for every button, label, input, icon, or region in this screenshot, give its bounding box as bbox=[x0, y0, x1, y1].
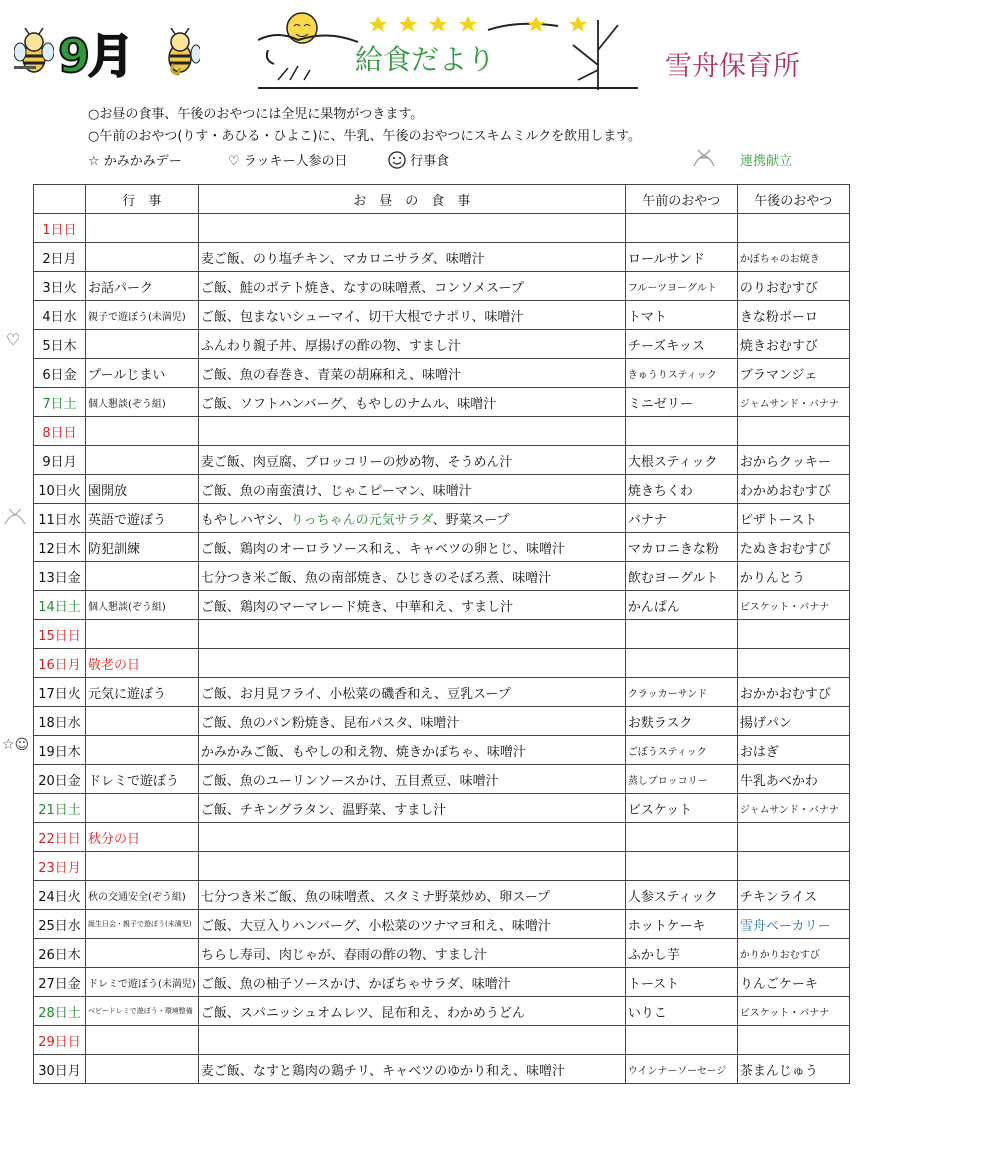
header-event: 行 事 bbox=[86, 185, 199, 214]
pm-snack-cell: 牛乳あべかわ bbox=[737, 765, 849, 794]
table-row bbox=[34, 852, 850, 881]
table-row bbox=[34, 272, 850, 301]
am-snack-cell bbox=[625, 214, 737, 243]
table-row bbox=[34, 649, 850, 678]
event-cell: プールじまい bbox=[86, 359, 199, 388]
lunch-cell: ご飯、ソフトハンバーグ、もやしのナムル、味噌汁 bbox=[198, 388, 625, 417]
date-cell: 7日土 bbox=[34, 388, 86, 417]
pm-snack-cell: チキンライス bbox=[737, 881, 849, 910]
event-cell bbox=[86, 1055, 199, 1084]
am-snack-cell: バナナ bbox=[625, 504, 737, 533]
event-cell: 秋の交通安全(ぞう組) bbox=[86, 881, 199, 910]
am-snack-cell bbox=[625, 417, 737, 446]
month-title: 9月 bbox=[58, 29, 133, 83]
event-cell: 親子で遊ぼう(未満児) bbox=[86, 301, 199, 330]
lunch-cell: かみかみご飯、もやしの和え物、焼きかぼちゃ、味噌汁 bbox=[198, 736, 625, 765]
pm-snack-cell: きな粉ボーロ bbox=[737, 301, 849, 330]
table-row bbox=[34, 243, 850, 272]
date-cell: 6日金 bbox=[34, 359, 86, 388]
pm-snack-cell: わかめおむすび bbox=[737, 475, 849, 504]
lunch-cell: ご飯、お月見フライ、小松菜の磯香和え、豆乳スープ bbox=[198, 678, 625, 707]
date-cell: 30日月 bbox=[34, 1055, 86, 1084]
event-cell: ドレミで遊ぼう(未満児) bbox=[86, 968, 199, 997]
pm-snack-cell: おからクッキー bbox=[737, 446, 849, 475]
table-row bbox=[34, 881, 850, 910]
table-header-row bbox=[34, 185, 850, 214]
facility-name: 雪舟保育所 bbox=[665, 51, 800, 82]
lunch-text-tail: 、野菜スープ bbox=[432, 512, 510, 528]
table-row bbox=[34, 388, 850, 417]
event-cell: ベビードレミで遊ぼう・環境整備 bbox=[86, 997, 199, 1026]
table-row bbox=[34, 736, 850, 765]
am-snack-cell bbox=[625, 649, 737, 678]
event-cell bbox=[86, 446, 199, 475]
header-date bbox=[34, 185, 86, 214]
date-cell: 21日土 bbox=[34, 794, 86, 823]
pm-snack-cell: ピザトースト bbox=[737, 504, 849, 533]
date-cell: 2日月 bbox=[34, 243, 86, 272]
date-cell: 28日土 bbox=[34, 997, 86, 1026]
table-row bbox=[34, 678, 850, 707]
am-snack-cell: ミニゼリー bbox=[625, 388, 737, 417]
table-row bbox=[34, 301, 850, 330]
table-row bbox=[34, 910, 850, 939]
lunch-cell: ご飯、チキングラタン、温野菜、すまし汁 bbox=[198, 794, 625, 823]
date-cell: 15日日 bbox=[34, 620, 86, 649]
pm-snack-cell: おはぎ bbox=[737, 736, 849, 765]
event-cell bbox=[86, 852, 199, 881]
pm-snack-cell: ビスケット・バナナ bbox=[737, 997, 849, 1026]
smile-icon bbox=[388, 151, 406, 169]
header bbox=[0, 0, 1000, 100]
am-snack-cell: ロールサンド bbox=[625, 243, 737, 272]
collab-dish: りっちゃんの元気サラダ bbox=[290, 512, 433, 528]
pm-snack-cell: たぬきおむすび bbox=[737, 533, 849, 562]
lunch-cell bbox=[198, 417, 625, 446]
table-row bbox=[34, 591, 850, 620]
pm-snack-cell bbox=[737, 1026, 849, 1055]
pm-snack-cell: 茶まんじゅう bbox=[737, 1055, 849, 1084]
date-cell: 1日日 bbox=[34, 214, 86, 243]
header-am-snack: 午前のおやつ bbox=[625, 185, 737, 214]
lunch-cell: 七分つき米ご飯、魚の南部焼き、ひじきのそぼろ煮、味噌汁 bbox=[198, 562, 625, 591]
lunch-cell bbox=[198, 1026, 625, 1055]
pm-snack-cell: のりおむすび bbox=[737, 272, 849, 301]
pm-snack-cell: 焼きおむすび bbox=[737, 330, 849, 359]
header-lunch: お 昼 の 食 事 bbox=[198, 185, 625, 214]
pm-snack-cell: ブラマンジェ bbox=[737, 359, 849, 388]
am-snack-cell: ビスケット bbox=[625, 794, 737, 823]
bee-saxophone-icon bbox=[160, 28, 200, 78]
lunch-cell bbox=[198, 620, 625, 649]
date-cell: 20日金 bbox=[34, 765, 86, 794]
table-row bbox=[34, 359, 850, 388]
lunch-cell bbox=[198, 504, 625, 533]
event-cell bbox=[86, 1026, 199, 1055]
am-snack-cell bbox=[625, 852, 737, 881]
event-cell: ドレミで遊ぼう bbox=[86, 765, 199, 794]
am-snack-cell bbox=[625, 620, 737, 649]
lunch-cell: 麦ご飯、なすと鶏肉の鶏チリ、キャベツのゆかり和え、味噌汁 bbox=[198, 1055, 625, 1084]
header-pm-snack: 午後のおやつ bbox=[737, 185, 849, 214]
date-cell: 9日月 bbox=[34, 446, 86, 475]
event-cell: お話パーク bbox=[86, 272, 199, 301]
am-snack-cell bbox=[625, 823, 737, 852]
pm-snack-cell bbox=[737, 852, 849, 881]
lunch-cell: 麦ご飯、肉豆腐、ブロッコリーの炒め物、そうめん汁 bbox=[198, 446, 625, 475]
event-cell bbox=[86, 214, 199, 243]
pm-snack-cell: りんごケーキ bbox=[737, 968, 849, 997]
am-snack-cell: 人参スティック bbox=[625, 881, 737, 910]
am-snack-cell: 蒸しブロッコリー bbox=[625, 765, 737, 794]
pm-snack-cell bbox=[737, 214, 849, 243]
date-cell: 5日木 bbox=[34, 330, 86, 359]
date-cell: 8日日 bbox=[34, 417, 86, 446]
legend-event bbox=[388, 150, 449, 169]
date-cell: 19日木 bbox=[34, 736, 86, 765]
date-cell: 12日木 bbox=[34, 533, 86, 562]
am-snack-cell: マカロニきな粉 bbox=[625, 533, 737, 562]
date-cell: 13日金 bbox=[34, 562, 86, 591]
lunch-cell: 麦ご飯、のり塩チキン、マカロニサラダ、味噌汁 bbox=[198, 243, 625, 272]
pm-snack-cell bbox=[737, 417, 849, 446]
lunch-cell bbox=[198, 823, 625, 852]
table-row bbox=[34, 562, 850, 591]
lunch-cell bbox=[198, 649, 625, 678]
date-cell: 3日火 bbox=[34, 272, 86, 301]
legend-kamikami: ☆ かみかみデー bbox=[88, 154, 182, 169]
am-snack-cell: クラッカーサンド bbox=[625, 678, 737, 707]
lunch-cell: ふんわり親子丼、厚揚げの酢の物、すまし汁 bbox=[198, 330, 625, 359]
table-row bbox=[34, 504, 850, 533]
lunch-text: もやしハヤシ、 bbox=[200, 512, 291, 528]
event-cell: 秋分の日 bbox=[86, 823, 199, 852]
event-cell: 個人懇談(ぞう組) bbox=[86, 591, 199, 620]
date-cell: 16日月 bbox=[34, 649, 86, 678]
pm-snack-cell bbox=[737, 620, 849, 649]
date-cell: 18日水 bbox=[34, 707, 86, 736]
am-snack-cell: 大根スティック bbox=[625, 446, 737, 475]
date-cell: 4日水 bbox=[34, 301, 86, 330]
note-milk: ○午前のおやつ(りす・あひる・ひよこ)に、牛乳、午後のおやつにスキムミルクを飲用します。 bbox=[88, 129, 642, 144]
am-snack-cell: いりこ bbox=[625, 997, 737, 1026]
table-row bbox=[34, 968, 850, 997]
table-row bbox=[34, 214, 850, 243]
event-cell bbox=[86, 736, 199, 765]
event-cell: 英語で遊ぼう bbox=[86, 504, 199, 533]
table-row bbox=[34, 330, 850, 359]
table-row bbox=[34, 823, 850, 852]
event-cell bbox=[86, 707, 199, 736]
lunch-cell: ご飯、鶏肉のマーマレード焼き、中華和え、すまし汁 bbox=[198, 591, 625, 620]
date-cell: 10日火 bbox=[34, 475, 86, 504]
lunch-cell: ご飯、魚の柚子ソースかけ、かぼちゃサラダ、味噌汁 bbox=[198, 968, 625, 997]
table-row bbox=[34, 939, 850, 968]
event-cell: 個人懇談(ぞう組) bbox=[86, 388, 199, 417]
am-snack-cell: お麩ラスク bbox=[625, 707, 737, 736]
date-cell: 27日金 bbox=[34, 968, 86, 997]
pm-snack-cell: 雪舟ベーカリー bbox=[737, 910, 849, 939]
table-row bbox=[34, 794, 850, 823]
legend-lucky: ♡ ラッキー人参の日 bbox=[228, 154, 348, 169]
legend-event-label: 行事食 bbox=[410, 154, 450, 169]
am-snack-cell: トマト bbox=[625, 301, 737, 330]
date-cell: 29日日 bbox=[34, 1026, 86, 1055]
pm-snack-cell: かぼちゃのお焼き bbox=[737, 243, 849, 272]
pm-snack-cell: かりんとう bbox=[737, 562, 849, 591]
date-cell: 11日水 bbox=[34, 504, 86, 533]
menu-table bbox=[33, 184, 850, 1084]
table-row bbox=[34, 620, 850, 649]
star-smile-icon: ☆☺ bbox=[2, 737, 30, 753]
bee-flute-icon bbox=[14, 28, 54, 78]
newsletter-title: 給食だより bbox=[355, 43, 496, 76]
event-cell bbox=[86, 243, 199, 272]
table-row bbox=[34, 997, 850, 1026]
table-row bbox=[34, 1055, 850, 1084]
pm-snack-cell: ビスケット・バナナ bbox=[737, 591, 849, 620]
lunch-cell: ご飯、鮭のポテト焼き、なすの味噌煮、コンソメスープ bbox=[198, 272, 625, 301]
event-cell: 元気に遊ぼう bbox=[86, 678, 199, 707]
lunch-cell: 七分つき米ご飯、魚の味噌煮、スタミナ野菜炒め、卵スープ bbox=[198, 881, 625, 910]
table-row bbox=[34, 475, 850, 504]
date-cell: 25日水 bbox=[34, 910, 86, 939]
am-snack-cell: ホットケーキ bbox=[625, 910, 737, 939]
pm-snack-cell: ジャムサンド・バナナ bbox=[737, 388, 849, 417]
lunch-cell: ご飯、魚のパン粉焼き、昆布パスタ、味噌汁 bbox=[198, 707, 625, 736]
am-snack-cell: ふかし芋 bbox=[625, 939, 737, 968]
legend bbox=[88, 150, 808, 172]
table-body bbox=[34, 214, 850, 1084]
date-cell: 22日日 bbox=[34, 823, 86, 852]
date-cell: 26日木 bbox=[34, 939, 86, 968]
pm-snack-cell bbox=[737, 823, 849, 852]
pm-snack-cell: 揚げパン bbox=[737, 707, 849, 736]
heart-icon: ♡ bbox=[6, 330, 21, 349]
date-cell: 24日火 bbox=[34, 881, 86, 910]
event-cell bbox=[86, 330, 199, 359]
am-snack-cell: かんぱん bbox=[625, 591, 737, 620]
event-cell: 防犯訓練 bbox=[86, 533, 199, 562]
table-row bbox=[34, 765, 850, 794]
legend-collab: 連携献立 bbox=[740, 154, 793, 169]
lunch-cell bbox=[198, 852, 625, 881]
lunch-cell: ご飯、魚の春巻き、青菜の胡麻和え、味噌汁 bbox=[198, 359, 625, 388]
event-cell bbox=[86, 794, 199, 823]
event-cell bbox=[86, 417, 199, 446]
event-cell bbox=[86, 620, 199, 649]
am-snack-cell: トースト bbox=[625, 968, 737, 997]
table-row bbox=[34, 417, 850, 446]
am-snack-cell: チーズキッス bbox=[625, 330, 737, 359]
am-snack-cell: きゅうりスティック bbox=[625, 359, 737, 388]
table-row bbox=[34, 707, 850, 736]
lunch-cell: ご飯、鶏肉のオーロラソース和え、キャベツの卵とじ、味噌汁 bbox=[198, 533, 625, 562]
table-row bbox=[34, 446, 850, 475]
am-snack-cell: フルーツヨーグルト bbox=[625, 272, 737, 301]
lunch-cell: ご飯、包まないシューマイ、切干大根でナポリ、味噌汁 bbox=[198, 301, 625, 330]
event-cell bbox=[86, 939, 199, 968]
lunch-cell: ご飯、魚の南蛮漬け、じゃこピーマン、味噌汁 bbox=[198, 475, 625, 504]
lunch-cell: ご飯、大豆入りハンバーグ、小松菜のツナマヨ和え、味噌汁 bbox=[198, 910, 625, 939]
am-snack-cell: 焼きちくわ bbox=[625, 475, 737, 504]
event-cell bbox=[86, 562, 199, 591]
pm-snack-cell: ジャムサンド・バナナ bbox=[737, 794, 849, 823]
event-cell: 誕生日会・親子で遊ぼう(未満児) bbox=[86, 910, 199, 939]
pm-snack-cell: おかかおむすび bbox=[737, 678, 849, 707]
lunch-cell bbox=[198, 214, 625, 243]
date-cell: 23日月 bbox=[34, 852, 86, 881]
table-row bbox=[34, 533, 850, 562]
notes bbox=[88, 104, 641, 148]
am-snack-cell: ウインナーソーセージ bbox=[625, 1055, 737, 1084]
lunch-cell: ちらし寿司、肉じゃが、春雨の酢の物、すまし汁 bbox=[198, 939, 625, 968]
am-snack-cell bbox=[625, 1026, 737, 1055]
table-row bbox=[34, 1026, 850, 1055]
pm-snack-cell: かりかりおむすび bbox=[737, 939, 849, 968]
event-cell: 敬老の日 bbox=[86, 649, 199, 678]
collab-mascot-side-icon bbox=[2, 504, 28, 532]
pm-snack-cell bbox=[737, 649, 849, 678]
lunch-cell: ご飯、魚のユーリンソースかけ、五目煮豆、味噌汁 bbox=[198, 765, 625, 794]
am-snack-cell: 飲むヨーグルト bbox=[625, 562, 737, 591]
am-snack-cell: ごぼうスティック bbox=[625, 736, 737, 765]
date-cell: 17日火 bbox=[34, 678, 86, 707]
date-cell: 14日土 bbox=[34, 591, 86, 620]
collab-mascot-icon bbox=[690, 144, 718, 174]
note-fruit: ○お昼の食事、午後のおやつには全児に果物がつきます。 bbox=[88, 107, 424, 122]
event-cell: 園開放 bbox=[86, 475, 199, 504]
lunch-cell: ご飯、スパニッシュオムレツ、昆布和え、わかめうどん bbox=[198, 997, 625, 1026]
